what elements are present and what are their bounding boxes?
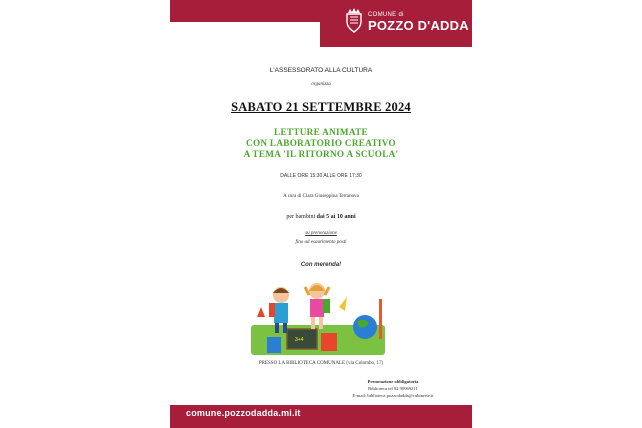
booking-heading: Prenotazione obbligatoria: [367, 379, 419, 384]
event-poster: [170, 0, 472, 428]
event-age: per bambini dai 5 ai 10 anni: [286, 214, 356, 220]
header-bar: [170, 0, 472, 47]
event-date: SABATO 21 SETTEMBRE 2024: [231, 100, 411, 114]
booking-email: E-mail: biblioteca.pozzodadda@cubinrete.it: [352, 393, 434, 398]
booking-info: [348, 378, 438, 399]
availability-note: fino ad esaurimento posti: [295, 240, 347, 245]
organizer: L'ASSESSORATO ALLA CULTURA: [269, 67, 373, 74]
event-curator: A cura di Clara Giuseppina Terranova: [283, 194, 359, 199]
website-link[interactable]: comune.pozzodadda.mi.it: [186, 408, 301, 418]
event-title-line-1: LETTURE ANIMATE: [274, 127, 368, 137]
municipal-crest-icon: [344, 7, 364, 33]
snack-note: Con merenda!: [300, 262, 342, 268]
comune-label: COMUNE di: [368, 12, 404, 18]
header-red-strip: [170, 0, 320, 22]
back-to-school-illustration: [247, 277, 389, 357]
organizza-text: organizza: [311, 82, 331, 87]
comune-name: POZZO D'ADDA: [368, 18, 469, 33]
svg-text:3+4: 3+4: [295, 337, 304, 343]
event-location: PRESSO LA BIBLIOTECA COMUNALE (via Colombo, 17): [258, 361, 384, 366]
event-title-line-2: CON LABORATORIO CREATIVO: [246, 138, 396, 148]
event-hours: DALLE ORE 15:30 ALLE ORE 17:30: [280, 173, 362, 179]
booking-note: su prenotazione: [305, 231, 337, 236]
booking-phone: Biblioteca tel 02 90969211: [368, 386, 418, 391]
event-title-line-3: A TEMA 'IL RITORNO A SCUOLA': [243, 149, 399, 159]
